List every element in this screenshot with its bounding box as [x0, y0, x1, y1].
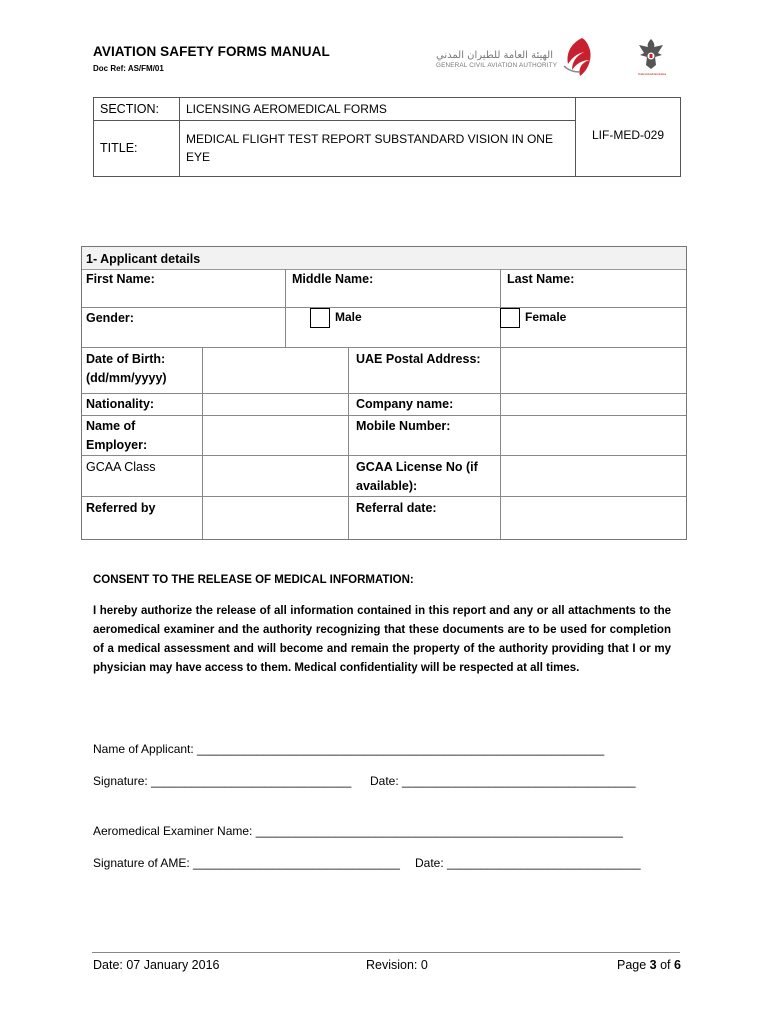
consent-body: I hereby authorize the release of all information contained in this report and any or all attachments to the aeromedical examiner and the authority recognizing that these documents are to be used for completion of a medical assessment and will become and remain the property of the authority providing that I or my physician may have access to them. Medical confidentiality will be respected at all times.: [93, 605, 671, 674]
form-reference: LIF-MED-029: [576, 98, 681, 177]
crest-caption: United Arab Emirates: [637, 72, 667, 76]
female-option-label: Female: [525, 310, 567, 324]
applicant-details-header: [82, 247, 686, 270]
gender-label: Gender:: [86, 311, 134, 325]
footer-date: Date: 07 January 2016: [93, 958, 220, 972]
applicant-name-line[interactable]: Name of Applicant: _____________________________________________________________: [93, 742, 605, 756]
employer-label-line1: Name of: [86, 419, 136, 433]
employer-label-line2: Employer:: [86, 438, 148, 452]
male-checkbox[interactable]: [310, 308, 330, 328]
dob-label: [86, 350, 167, 388]
footer-divider: [92, 952, 680, 953]
dob-label-line1: Date of Birth:: [86, 352, 166, 366]
gcaa-license-label-line1: GCAA License No (if: [356, 460, 478, 474]
mobile-number-label: Mobile Number:: [356, 419, 451, 433]
applicant-date-line[interactable]: Date: ___________________________________: [370, 774, 636, 788]
examiner-name-line[interactable]: Aeromedical Examiner Name: _______________________________________________________: [93, 824, 623, 838]
referred-by-label: Referred by: [86, 501, 156, 515]
male-option-label: Male: [335, 310, 362, 324]
gcaa-logo-icon: [560, 36, 594, 78]
ame-signature-line[interactable]: Signature of AME: _______________________________: [93, 856, 400, 870]
ame-date-line[interactable]: Date: _____________________________: [415, 856, 641, 870]
employer-label: [86, 417, 147, 455]
footer-revision: Revision: 0: [366, 958, 428, 972]
section-value: LICENSING AEROMEDICAL FORMS: [180, 98, 576, 121]
title-label: TITLE:: [94, 120, 180, 176]
last-name-label: Last Name:: [507, 272, 575, 286]
company-name-label: Company name:: [356, 397, 454, 411]
female-checkbox[interactable]: [500, 308, 520, 328]
middle-name-label: Middle Name:: [292, 272, 374, 286]
applicant-details-section: [81, 246, 687, 540]
section-label: SECTION:: [94, 98, 180, 121]
authority-name-arabic: الهيئة العامة للطيران المدني: [436, 50, 553, 61]
uae-crest-icon: [636, 37, 666, 71]
title-value: MEDICAL FLIGHT TEST REPORT SUBSTANDARD VISION IN ONE EYE: [180, 120, 576, 176]
doc-reference: Doc Ref: AS/FM/01: [93, 64, 164, 73]
authority-name-english: GENERAL CIVIL AVIATION AUTHORITY: [436, 62, 558, 69]
nationality-label: Nationality:: [86, 397, 155, 411]
document-info-table: [93, 97, 681, 177]
page-current: 3: [649, 958, 657, 972]
consent-title: CONSENT TO THE RELEASE OF MEDICAL INFORMATION:: [93, 574, 414, 586]
applicant-signature-line[interactable]: Signature: ______________________________: [93, 774, 352, 788]
applicant-details-heading: 1- Applicant details: [86, 252, 201, 266]
page-prefix: Page: [617, 958, 650, 972]
page-of: of: [656, 958, 674, 972]
dob-label-line2: (dd/mm/yyyy): [86, 371, 167, 385]
referral-date-label: Referral date:: [356, 501, 437, 515]
first-name-label: First Name:: [86, 272, 155, 286]
postal-address-label: UAE Postal Address:: [356, 352, 481, 366]
gcaa-license-label-line2: available):: [356, 479, 418, 493]
page-total: 6: [674, 958, 681, 972]
manual-title: AVIATION SAFETY FORMS MANUAL: [93, 44, 330, 59]
gcaa-class-label: GCAA Class: [86, 460, 156, 474]
gcaa-license-label: [356, 458, 478, 496]
footer-page-number: [617, 958, 681, 972]
